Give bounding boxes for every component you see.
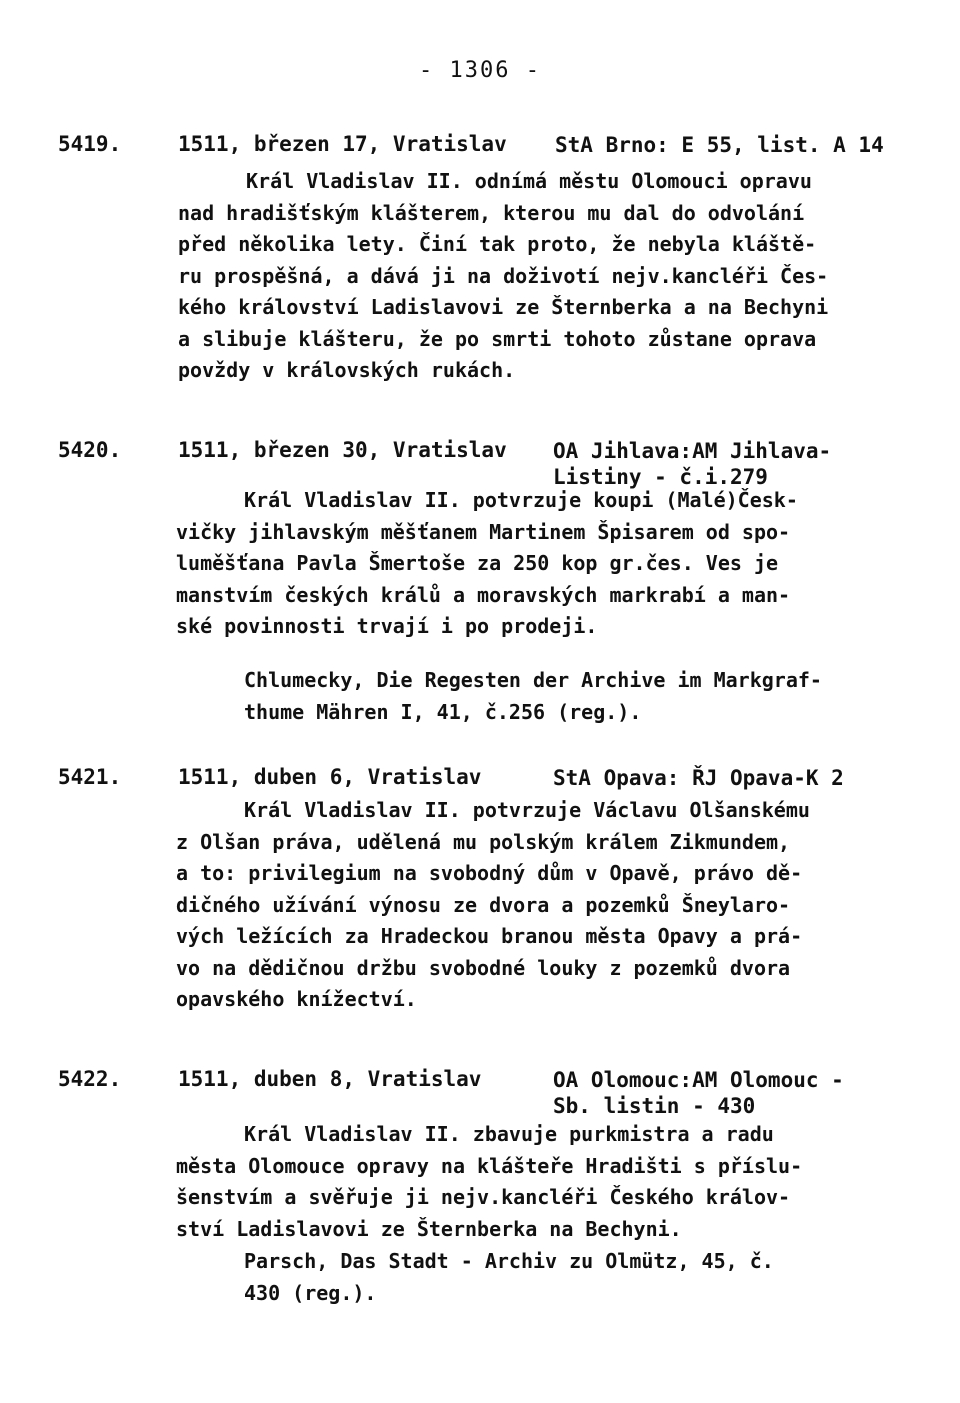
text-line: ství Ladislavovi ze Šternberka na Bechyni. — [176, 1216, 682, 1241]
text-line: Král Vladislav II. zbavuje purkmistra a radu — [244, 1122, 774, 1146]
archive-line: OA Jihlava:AM Jihlava- — [553, 439, 832, 463]
entry-number: 5419. — [58, 132, 122, 156]
entry-number: 5421. — [58, 765, 122, 789]
page-number: - 1306 - — [419, 58, 541, 83]
entry-date-place: 1511, duben 6, Vratislav — [178, 765, 482, 789]
entry-literature-reference — [244, 665, 822, 728]
entry-text — [178, 166, 828, 387]
text-line: Král Vladislav II. potvrzuje koupi (Malé)Česk- — [244, 488, 798, 512]
text-line: luměšťana Pavla Šmertoše za 250 kop gr.čes. Ves je — [176, 551, 779, 575]
text-line: vých ležících za Hradeckou branou města Opavy a prá- — [176, 924, 803, 948]
text-line: nad hradišťským klášterem, kterou mu dal do odvolání — [178, 200, 805, 225]
text-line: povždy v královských rukách. — [178, 358, 516, 382]
text-line: před několika lety. Činí tak proto, že nebyla kláště- — [178, 232, 817, 256]
entry-number: 5420. — [58, 438, 122, 462]
archive-line: StA Brno: E 55, list. A 14 — [555, 133, 884, 157]
text-line: a slibuje klášteru, že po smrti tohoto zůstane oprava — [178, 326, 817, 351]
text-line: dičného užívání výnosu ze dvora a pozemků Šneylaro- — [176, 892, 791, 917]
reference-line: Chlumecky, Die Regesten der Archive im Markgraf- — [244, 668, 822, 692]
text-line: opavského knížectví. — [176, 987, 417, 1011]
reference-line: 430 (reg.). — [244, 1280, 377, 1305]
entry-archive-signature — [553, 1067, 844, 1119]
text-line: ru prospěšná, a dává ji na doživotí nejv.kancléři Čes- — [178, 263, 829, 288]
entry-archive-signature — [553, 438, 831, 490]
text-line: z Olšan práva, udělená mu polským králem Zikmundem, — [176, 829, 791, 854]
entry-date-place: 1511, duben 8, Vratislav — [178, 1067, 482, 1091]
text-line: manstvím českých králů a moravských markrabí a man- — [176, 582, 791, 607]
archive-line: Sb. listin - 430 — [553, 1094, 756, 1118]
archive-line: OA Olomouc:AM Olomouc - — [553, 1068, 844, 1092]
text-line: vičky jihlavským měšťanem Martinem Špisarem od spo- — [176, 519, 791, 544]
text-line: vo na dědičnou držbu svobodné louky z pozemků dvora — [176, 955, 791, 980]
text-line: Král Vladislav II. potvrzuje Václavu Olšanskému — [244, 798, 810, 822]
entry-archive-signature — [555, 132, 884, 158]
reference-line: thume Mähren I, 41, č.256 (reg.). — [244, 699, 642, 724]
text-line: šenstvím a svěřuje ji nejv.kancléři Českého králov- — [176, 1185, 791, 1209]
entry-date-place: 1511, březen 17, Vratislav — [178, 132, 507, 156]
entry-date-place: 1511, březen 30, Vratislav — [178, 438, 507, 462]
text-line: města Olomouce opravy na klášteře Hradišti s příslu- — [176, 1153, 803, 1178]
entry-text — [176, 1119, 802, 1245]
entry-literature-reference — [244, 1246, 774, 1309]
reference-line: Parsch, Das Stadt - Archiv zu Olmütz, 45, č. — [244, 1249, 774, 1273]
entry-text — [176, 795, 810, 1016]
text-line: ské povinnosti trvají i po prodeji. — [176, 614, 598, 638]
entry-text — [176, 485, 798, 643]
text-line: kého království Ladislavovi ze Šternberka a na Bechyni — [178, 295, 829, 319]
archive-line: StA Opava: ŘJ Opava-K 2 — [553, 766, 844, 790]
entry-number: 5422. — [58, 1067, 122, 1091]
text-line: Král Vladislav II. odnímá městu Olomouci opravu — [246, 169, 812, 193]
entry-archive-signature — [553, 765, 844, 791]
text-line: a to: privilegium na svobodný dům v Opavě, právo dě- — [176, 861, 803, 885]
archive-line: Listiny - č.i.279 — [553, 465, 768, 489]
